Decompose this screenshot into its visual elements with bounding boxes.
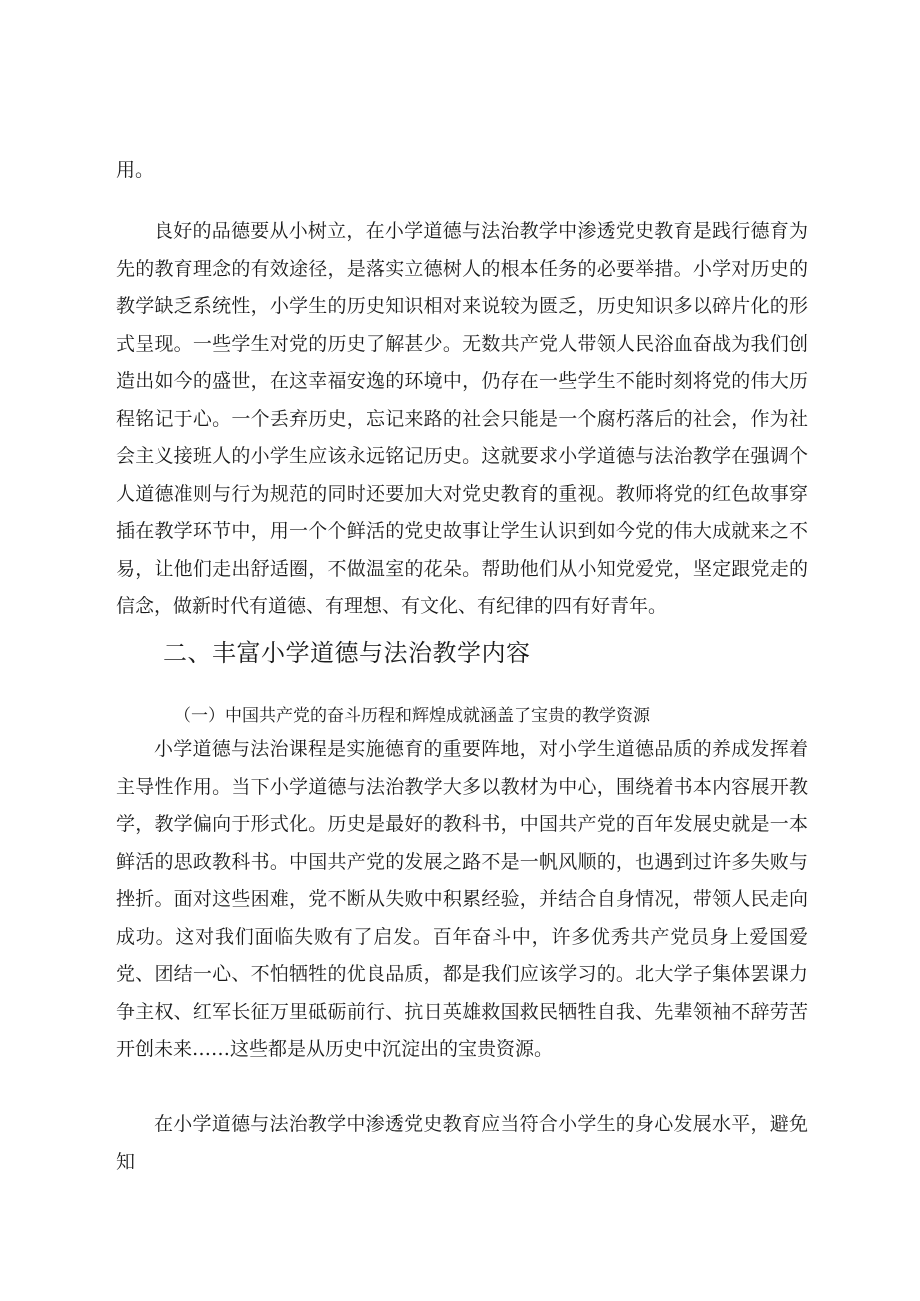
section-heading: 二、丰富小学道德与法治教学内容 — [163, 639, 531, 667]
paragraph-development-level: 在小学道德与法治教学中渗透党史教育应当符合小学生的身心发展水平，避免知 — [116, 1113, 808, 1173]
paragraph-teaching-resources: 小学道德与法治课程是实施德育的重要阵地，对小学生道德品质的养成发挥着主导性作用。当下小学道德与法治教学大多以教材为中心，围绕着书本内容展开教学，教学偏向于形式化。历史是最好的教科书，中国共产党的百年发展史就是一本鲜活的思政教科书。中国共产党的发展之路不是一帆风顺的，也遇到过许多失败与挫折。面对这些困难，党不断从失败中积累经验，并结合自身情况，带领人民走向成功。这对我们面临失败有了启发。百年奋斗中，许多优秀共产党员身上爱国爱党、团结一心、不怕牺牲的优良品质，都是我们应该学习的。北大学子集体罢课力争主权、红军长征万里砥砺前行、抗日英雄救国救民牺牲自我、先辈领袖不辞劳苦开创未来……这些都是从历史中沉淀出的宝贵资源。 — [116, 738, 808, 1060]
paragraph-continuation: 用。 — [116, 159, 155, 181]
paragraph-moral-education: 良好的品德要从小树立，在小学道德与法治教学中渗透党史教育是践行德育为先的教育理念的有效途径，是落实立德树人的根本任务的必要举措。小学对历史的教学缺乏系统性，小学生的历史知识相对来说较为匮乏，历史知识多以碎片化的形式呈现。一些学生对党的历史了解甚少。无数共产党人带领人民浴血奋战为我们创造出如今的盛世，在这幸福安逸的环境中，仍存在一些学生不能时刻将党的伟大历程铭记于心。一个丢弃历史，忘记来路的社会只能是一个腐朽落后的社会，作为社会主义接班人的小学生应该永远铭记历史。这就要求小学道德与法治教学在强调个人道德准则与行为规范的同时还要加大对党史教育的重视。教师将党的红色故事穿插在教学环节中，用一个个鲜活的党史故事让学生认识到如今党的伟大成就来之不易，让他们走出舒适圈，不做温室的花朵。帮助他们从小知党爱党，坚定跟党走的信念，做新时代有道德、有理想、有文化、有纪律的四有好青年。 — [116, 220, 808, 617]
subsection-heading: （一）中国共产党的奋斗历程和辉煌成就涵盖了宝贵的教学资源 — [174, 706, 650, 726]
